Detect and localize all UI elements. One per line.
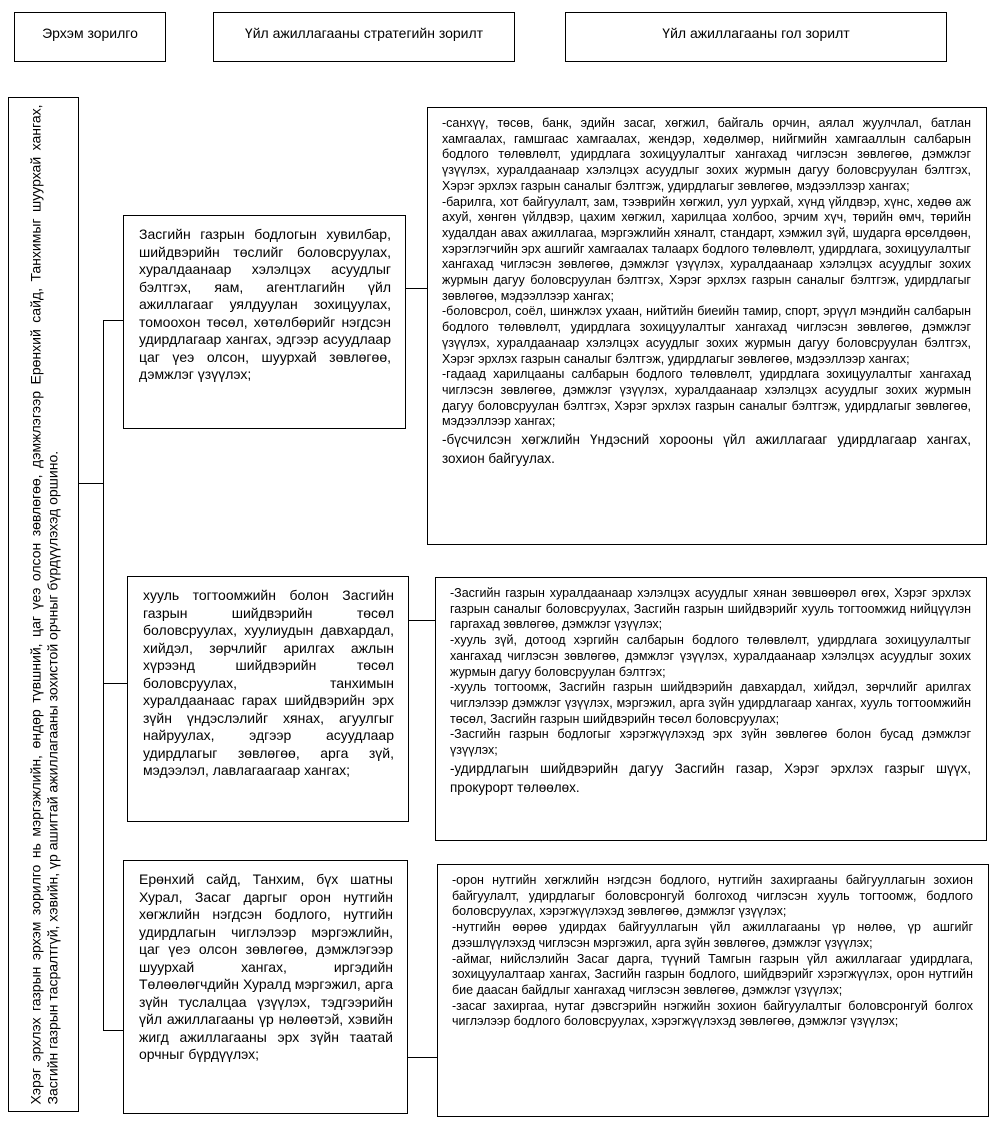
connector-trunk-lower — [103, 775, 104, 1030]
goal-3-item: -засаг захиргаа, нутаг дэвсгэрийн нэгжийн зохион байгуулалтыг боловсронгуй болгох чиглэлээр бодлого боловсруулах, хэрэгжүүлэхэд зөвлөгөө, дэмжлэг үзүүлэх; — [452, 998, 973, 1029]
goal-2-item: -Засгийн газрын бодлогыг хэрэгжүүлэхэд эрх зүйн зөвлөгөө болон бусад дэмжлэг үзүүлэх; — [450, 727, 971, 758]
goal-3-item: -аймаг, нийслэлийн Засаг дарга, түүний Тамгын газрын үйл ажиллагааг удирдлага, зохицуулалтаар хангах, Засгийн газрын бодлого, шийдвэрийг хэрэгжүүлэх, орон нутгийн бие даасан байдлыг хангахад чиглэсэн зөвлөгөө, дэмжлэг үзүүлэх; — [452, 951, 973, 997]
strategy-box-1 — [123, 215, 406, 429]
goal-3-item: -орон нутгийн хөгжлийн нэгдсэн бодлого, нутгийн захиргааны байгууллагын зохион байгуулалт, удирдлагыг боловсронгуй болгоход чиглэсэн хууль тогтоомж, бодлого боловсруулах, хэрэгжүүлэхэд зөвлөгөө, дэмжлэг үзүүлэх; — [452, 873, 973, 919]
mission-text: Хэрэг эрхлэх газрын эрхэм зорилго нь мэргэжлийн, өндөр түвшний, цаг үеэ олсон зөвлөгөө, дэмжлэгээр Ерөнхий сайд, Танхимыг шуурхай хангах, Засгийн газрын тасралтгүй, хэвийн, үр ашигтай ажиллагааны зохистой орчныг бүрдүүлэхэд оршино. — [27, 104, 60, 1105]
strategy-box-3 — [123, 860, 408, 1114]
goal-2-item: -Засгийн газрын хуралдаанаар хэлэлцэх асуудлыг хянан зөвшөөрөл өгөх, Хэрэг эрхлэх газрын саналыг боловсруулах, Засгийн газрын шийдвэрийг хууль тогтоомжид нийцүүлэн гаргахад зөвлөгөө, дэмжлэг үзүүлэх; — [450, 586, 971, 632]
header-mission-label: Эрхэм зорилго — [42, 25, 138, 41]
strategy-text-2: хууль тогтоомжийн болон Засгийн газрын шийдвэрийн төсөл боловсруулах, хуулиудын давхардал, хийдэл, зөрчлийг арилгах ажлын хүрээнд шийдвэрийн төсөл боловсруулах, танхимын хуралдаанаас гарах шийдвэрийн эрх зүйн үндэслэлийг хянах, агуулгыг найруулах, эдгээр асуудлаар удирдлагыг зөвлөгөө, арга зүй, мэдээлэл, лавлагаагаар хангах; — [143, 587, 394, 778]
mission-text-wrap — [8, 97, 79, 1112]
header-main-goal-label: Үйл ажиллагааны гол зорилт — [662, 25, 850, 41]
connector-strategy-3 — [103, 1030, 123, 1031]
connector-mission — [79, 483, 104, 484]
goal-2-item: -хууль тогтоомж, Засгийн газрын шийдвэрийн давхардал, хийдэл, зөрчлийг арилгах чиглэлээр дэмжлэг үзүүлэх, мэргэжил, арга зүйн удирдлагаар хангах, хууль тогтоомжийн төсөл, Засгийн газрын шийдвэрийн төсөл боловсруулах; — [450, 680, 971, 726]
strategy-box-2 — [127, 576, 409, 822]
goal-1-item: -гадаад харилцааны салбарын бодлого төлөвлөлт, удирдлага зохицуулалтыг хангахад чиглэсэн зөвлөгөө, дэмжлэг үзүүлэх, хуралдаанаар хэлэлцэх асуудлыг зохих журмын дагуу боловсруулан бэлтгэх, Хэрэг эрхлэх газрын саналыг бэлтгэж, удирдлагыг зөвлөгөө, мэдээллээр хангах; — [442, 367, 971, 429]
strategy-text-3: Ерөнхий сайд, Танхим, бүх шатны Хурал, Засаг даргыг орон нутгийн хөгжлийн нэгдсэн бодлого, нутгийн удирдлагын чиглэлээр мэргэжлийн, цаг үеэ олсон зөвлөгөө, дэмжлэгээр шуурхай хангах, иргэдийн Төлөөлөгчдийн Хуралд мэргэжил, арга зүйн туслалцаа үзүүлэх, тэдгээрийн үйл ажиллагааны үр нөлөөтэй, хэвийн жигд ажиллагааны эрх зүйн таатай орчныг бүрдүүлэх; — [139, 871, 393, 1062]
header-strategic-goal-label: Үйл ажиллагааны стратегийн зорилт — [244, 25, 484, 41]
header-strategic-goal — [213, 12, 515, 62]
goal-box-3 — [437, 864, 989, 1117]
header-main-goal — [565, 12, 947, 62]
strategy-text-1: Засгийн газрын бодлогын хувилбар, шийдвэрийн төслийг боловсруулах, хуралдаанаар хэлэлцэх асуудлыг бэлтгэх, яам, агентлагийн үйл ажиллагааг уялдуулан зохицуулах, томоохон төсөл, хөтөлбөрийг нэгдсэн удирдлагаар хангах, эдгээр асуудлаар цаг үеэ олсон, шуурхай зөвлөгөө, дэмжлэг үзүүлэх; — [139, 226, 391, 382]
goal-2-item: -хууль зүй, дотоод хэргийн салбарын бодлого төлөвлөлт, удирдлага зохицуулалтыг хангахад чиглэсэн зөвлөгөө, дэмжлэг үзүүлэх, хуралдаанаар хэлэлцэх асуудлыг зохих журмын дагуу боловсруулан бэлтгэх; — [450, 633, 971, 679]
connector-strategy-1 — [103, 320, 124, 321]
goal-1-item: -бүсчилсэн хөгжлийн Үндэсний хорооны үйл ажиллагааг удирдлагаар хангах, зохион байгуулах. — [442, 432, 971, 467]
goal-1-item: -барилга, хот байгуулалт, зам, тээврийн хөгжил, уул уурхай, хүнд үйлдвэр, хүнс, хөдөө аж ахуй, хөнгөн үйлдвэр, цахим хөгжил, харилцаа холбоо, эрчим хүч, төрийн өмч, төрийн худалдан авах ажиллагаа, мэргэжлийн хяналт, стандарт, хэмжил зүй, шударга өрсөлдөөн, хэрэглэгчийн эрх ашгийг хамгаалах талаарх бодлого төлөвлөлт, удирдлага, зохицуулалтыг хангахад чиглэсэн зөвлөгөө, дэмжлэг үзүүлэх, хуралдаанаар хэлэлцэх асуудлыг зохих журмын дагуу боловсруулан бэлтгэх, Хэрэг эрхлэх газрын саналыг бэлтгэж, удирдлагыг зөвлөгөө, мэдээллээр хангах; — [442, 194, 971, 303]
goal-1-item: -санхүү, төсөв, банк, эдийн засаг, хөгжил, байгаль орчин, аялал жуулчлал, батлан хамгаалах, гамшгаас хамгаалах, жендэр, хөдөлмөр, нийгмийн хамгааллын салбарын бодлого төлөвлөлт, удирдлага зохицуулалтыг хангахад чиглэсэн зөвлөгөө, дэмжлэг үзүүлэх, хуралдаанаар хэлэлцэх асуудлыг зохих журмын дагуу боловсруулан бэлтгэх, Хэрэг эрхлэх газрын саналыг бэлтгэж, удирдлагыг зөвлөгөө, мэдээллээр хангах; — [442, 116, 971, 193]
goal-box-1 — [427, 107, 987, 545]
connector-trunk — [103, 320, 104, 775]
goal-1-item: -боловсрол, соёл, шинжлэх ухаан, нийтийн биеийн тамир, спорт, эрүүл мэндийн салбарын бодлого төлөвлөлт, удирдлага зохицуулалтыг хангахад чиглэсэн зөвлөгөө, дэмжлэг үзүүлэх, хуралдаанаар хэлэлцэх асуудлыг зохих журмын дагуу боловсруулан бэлтгэх, Хэрэг эрхлэх газрын саналыг бэлтгэж, удирдлагыг зөвлөгөө, мэдээллээр хангах; — [442, 304, 971, 366]
goal-2-item: -удирдлагын шийдвэрийн дагуу Засгийн газар, Хэрэг эрхлэх газрыг шүүх, прокурорт төлөөлөх. — [450, 760, 971, 795]
connector-strategy-2 — [103, 683, 127, 684]
goal-3-item: -нутгийн өөрөө удирдах байгууллагын үйл ажиллагааны үр нөлөө, үр ашгийг дээшлүүлэхэд чиглэсэн мэргэжил, арга зүйн зөвлөгөө, дэмжлэг үзүүлэх; — [452, 920, 973, 950]
connector-goal-1 — [406, 288, 427, 289]
connector-goal-3 — [408, 1057, 438, 1058]
goal-box-2 — [435, 577, 987, 841]
connector-goal-2 — [409, 620, 435, 621]
header-mission — [14, 12, 166, 62]
